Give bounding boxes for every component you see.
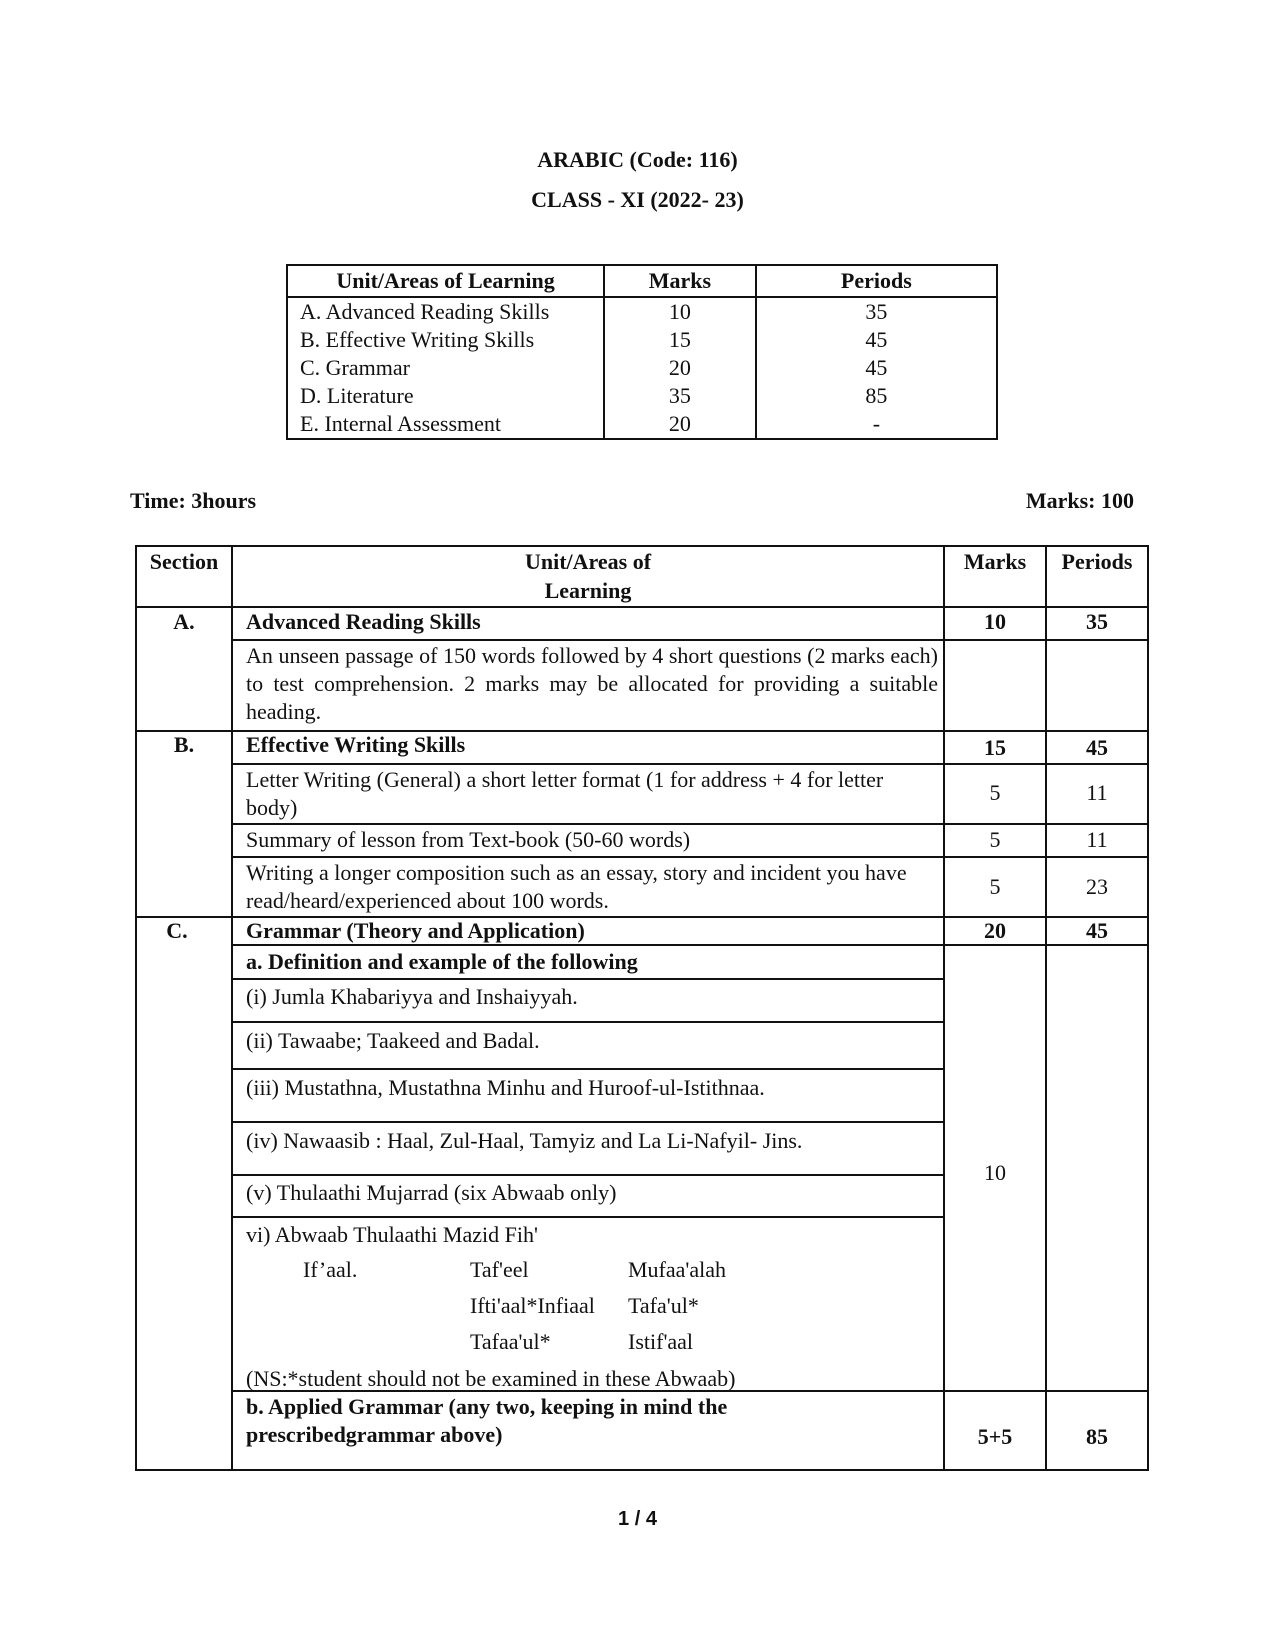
abwaab-note: (NS:*student should not be examined in these Abwaab)	[246, 1366, 736, 1391]
marks-label: Marks: 100	[1025, 488, 1134, 513]
section-b-item-1-marks: 5	[989, 780, 1001, 805]
table-rule	[232, 1174, 944, 1176]
section-a-marks: 10	[984, 609, 1006, 634]
list-item: (iv) Nawaasib : Haal, Zul-Haal, Tamyiz and La Li-Nafyil- Jins.	[246, 1128, 803, 1153]
table-rule	[232, 978, 944, 980]
section-b-item-3: Writing a longer composition such as an essay, story and incident you have read/heard/experienced about 100 words.	[246, 860, 907, 913]
table-rule	[232, 1021, 944, 1023]
table-rule	[232, 1121, 944, 1123]
abwaab-item: Tafaa'ul*	[470, 1329, 551, 1354]
section-b-item-2-marks: 5	[989, 827, 1001, 852]
table-row	[287, 326, 997, 354]
time-label: Time: 3hours	[130, 488, 257, 513]
table-rule	[135, 545, 137, 1471]
section-b-item-3-marks: 5	[989, 874, 1001, 899]
summary-header-unit: Unit/Areas of Learning	[287, 265, 604, 297]
summary-periods: 45	[756, 326, 997, 354]
section-c-sub-b-marks: 5+5	[977, 1424, 1013, 1449]
abwaab-item: Tafa'ul*	[628, 1293, 699, 1318]
table-row	[287, 410, 997, 439]
summary-unit: B. Effective Writing Skills	[287, 326, 604, 354]
list-item: (iii) Mustathna, Mustathna Minhu and Huroof-ul-Istithnaa.	[246, 1075, 765, 1100]
summary-unit: E. Internal Assessment	[287, 410, 604, 439]
table-rule	[1045, 545, 1047, 1471]
table-rule	[232, 763, 1149, 765]
summary-periods: 35	[756, 297, 997, 326]
table-rule	[232, 856, 1149, 858]
summary-marks: 20	[604, 354, 756, 382]
header-marks: Marks	[963, 549, 1027, 574]
table-row	[287, 297, 997, 326]
section-b-item-1-periods: 11	[1086, 780, 1108, 805]
section-b-item-2-periods: 11	[1086, 827, 1108, 852]
section-c-marks: 20	[984, 918, 1006, 943]
section-b-item-2: Summary of lesson from Text-book (50-60 words)	[246, 827, 691, 852]
page-number: 1 / 4	[618, 1508, 657, 1530]
summary-table	[286, 264, 998, 440]
abwaab-item: If’aal.	[303, 1257, 358, 1282]
section-a-description: An unseen passage of 150 words followed by 4 short questions (2 marks each) to test comprehension. 2 marks may be allocated for providing a suitable heading.	[246, 643, 938, 724]
document-title: ARABIC (Code: 116)	[537, 147, 738, 172]
section-a-title: Advanced Reading Skills	[246, 609, 481, 634]
section-c-sub-b-periods: 85	[1086, 1424, 1108, 1449]
summary-periods: 85	[756, 382, 997, 410]
section-c-sub-a-marks: 10	[984, 1160, 1006, 1185]
section-b-title: Effective Writing Skills	[246, 732, 466, 757]
header-unit-line2: Learning	[544, 578, 632, 603]
summary-unit: A. Advanced Reading Skills	[287, 297, 604, 326]
abwaab-item: Ifti'aal*Infiaal	[470, 1293, 595, 1318]
header-unit-line1: Unit/Areas of	[524, 549, 652, 574]
summary-marks: 10	[604, 297, 756, 326]
list-item: (i) Jumla Khabariyya and Inshaiyyah.	[246, 984, 578, 1009]
summary-unit: D. Literature	[287, 382, 604, 410]
table-rule	[1147, 545, 1149, 1471]
section-b-item-1: Letter Writing (General) a short letter format (1 for address + 4 for letter body)	[246, 767, 884, 820]
table-rule	[135, 1469, 1149, 1471]
header-periods: Periods	[1061, 549, 1133, 574]
abwaab-item: Istif'aal	[628, 1329, 694, 1354]
table-row	[287, 382, 997, 410]
table-rule	[232, 1216, 944, 1218]
section-c-periods: 45	[1086, 918, 1108, 943]
section-b-item-3-periods: 23	[1086, 874, 1108, 899]
section-b-label: B.	[173, 732, 195, 757]
section-c-sub-a: a. Definition and example of the following	[246, 949, 638, 974]
list-item: (ii) Tawaabe; Taakeed and Badal.	[246, 1028, 540, 1053]
section-a-periods: 35	[1086, 609, 1108, 634]
section-c-sub-b-line2: prescribedgrammar above)	[246, 1422, 503, 1447]
table-rule	[232, 823, 1149, 825]
section-c-label: C.	[166, 918, 188, 943]
table-row	[287, 354, 997, 382]
abwaab-item: Taf'eel	[470, 1257, 529, 1282]
summary-marks: 20	[604, 410, 756, 439]
summary-periods: 45	[756, 354, 997, 382]
summary-header-periods: Periods	[756, 265, 997, 297]
table-rule	[232, 639, 1149, 641]
table-rule	[943, 545, 945, 1471]
table-rule	[232, 1068, 944, 1070]
summary-periods: -	[756, 410, 997, 439]
summary-marks: 35	[604, 382, 756, 410]
section-c-sub-b-line1: b. Applied Grammar (any two, keeping in mind the	[246, 1394, 728, 1419]
header-section: Section	[149, 549, 219, 574]
table-rule	[231, 545, 233, 1471]
abwaab-item: Mufaa'alah	[628, 1257, 727, 1282]
abwaab-title: vi) Abwaab Thulaathi Mazid Fih'	[246, 1222, 538, 1247]
table-rule	[135, 545, 1149, 547]
summary-marks: 15	[604, 326, 756, 354]
list-item: (v) Thulaathi Mujarrad (six Abwaab only)	[246, 1180, 617, 1205]
summary-header-row	[287, 265, 997, 297]
summary-unit: C. Grammar	[287, 354, 604, 382]
section-b-periods: 45	[1086, 735, 1108, 760]
document-subtitle: CLASS - XI (2022- 23)	[531, 187, 744, 212]
summary-header-marks: Marks	[604, 265, 756, 297]
section-b-marks: 15	[984, 735, 1006, 760]
section-a-label: A.	[173, 609, 195, 634]
section-c-title: Grammar (Theory and Application)	[246, 918, 585, 943]
